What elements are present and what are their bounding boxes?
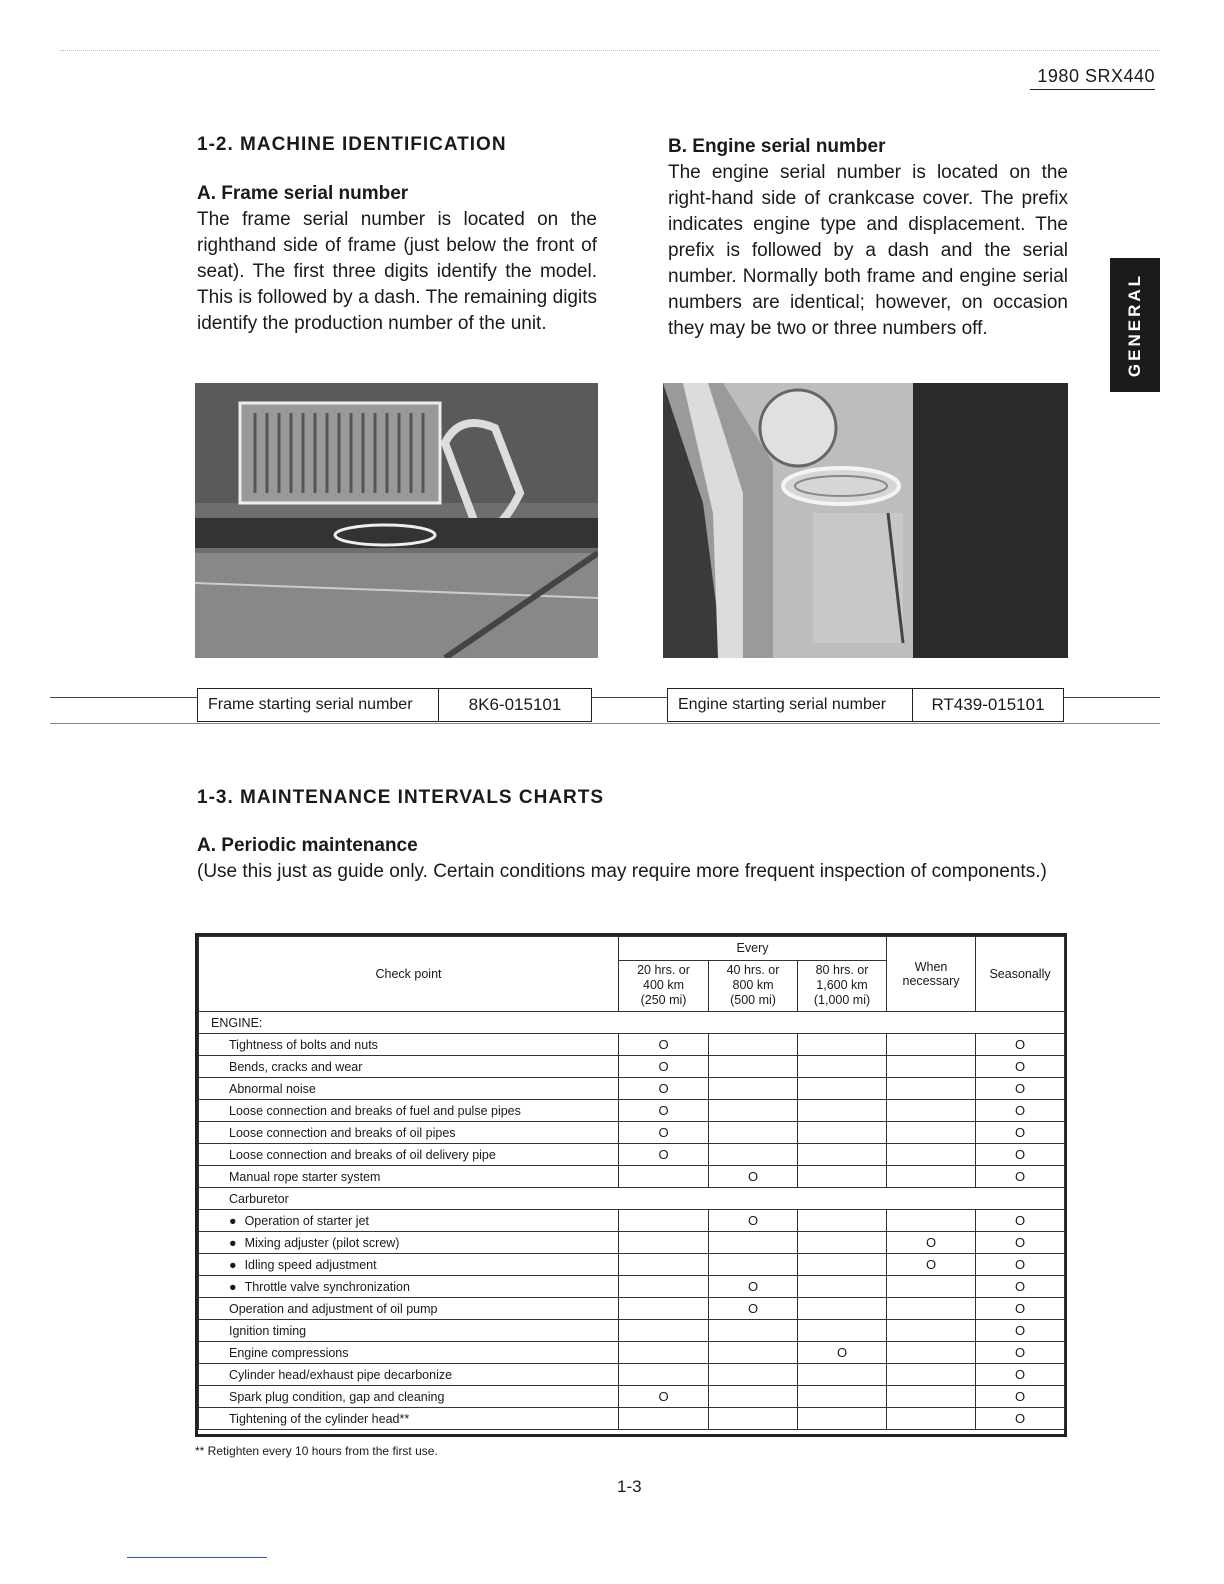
interval-20h-header bbox=[619, 960, 709, 1012]
interval-20h-cell bbox=[619, 1408, 709, 1430]
circle-mark-icon: O bbox=[658, 1081, 669, 1096]
seasonally-cell bbox=[976, 1034, 1065, 1056]
checkpoint-text: Idling speed adjustment bbox=[244, 1257, 377, 1272]
checkpoint-header: Check point bbox=[199, 937, 619, 1012]
interval-20h-cell bbox=[619, 1078, 709, 1100]
section-tab bbox=[1110, 258, 1160, 392]
frame-serial-photo bbox=[195, 383, 598, 658]
circle-mark-icon: O bbox=[925, 1257, 937, 1272]
seasonally-cell bbox=[976, 1078, 1065, 1100]
interval-20h-cell bbox=[619, 1166, 709, 1188]
seasonally-cell bbox=[976, 1298, 1065, 1320]
when-necessary-cell bbox=[887, 1320, 976, 1342]
bottom-link-rule bbox=[127, 1557, 267, 1558]
interval-80h-cell bbox=[798, 1034, 887, 1056]
frame-serial-label: Frame starting serial number bbox=[198, 689, 439, 722]
interval-80h-cell bbox=[798, 1232, 887, 1254]
circle-mark-icon: O bbox=[1014, 1125, 1026, 1140]
interval-20h-cell bbox=[619, 1122, 709, 1144]
interval-40h-cell bbox=[709, 1386, 798, 1408]
seasonally-cell bbox=[976, 1122, 1065, 1144]
interval-20h-cell bbox=[619, 1342, 709, 1364]
table-row-carburetor bbox=[199, 1188, 1065, 1210]
frame-serial-box bbox=[197, 688, 592, 722]
checkpoint-text: Operation and adjustment of oil pump bbox=[229, 1301, 438, 1316]
checkpoint-label bbox=[199, 1408, 619, 1430]
section-1-2-title: 1-2. MACHINE IDENTIFICATION bbox=[197, 134, 507, 155]
when-necessary-cell bbox=[887, 1342, 976, 1364]
checkpoint-text: Spark plug condition, gap and cleaning bbox=[229, 1389, 445, 1404]
engine-serial-label: Engine starting serial number bbox=[668, 689, 913, 722]
interval-40h-cell bbox=[709, 1166, 798, 1188]
circle-mark-icon: O bbox=[747, 1301, 759, 1316]
interval-80h-line3: (1,000 mi) bbox=[813, 993, 871, 1008]
engine-serial-heading: B. Engine serial number bbox=[668, 136, 886, 157]
interval-20h-line1: 20 hrs. or bbox=[637, 963, 690, 978]
interval-80h-cell bbox=[798, 1408, 887, 1430]
interval-40h-line2: 800 km bbox=[732, 978, 774, 993]
checkpoint-label bbox=[199, 1166, 619, 1188]
serial-rule-bottom bbox=[50, 723, 1160, 724]
seasonally-cell bbox=[976, 1364, 1065, 1386]
section-1-3-title: 1-3. MAINTENANCE INTERVALS CHARTS bbox=[197, 787, 605, 808]
interval-40h-cell bbox=[709, 1210, 798, 1232]
when-necessary-cell bbox=[887, 1078, 976, 1100]
checkpoint-text: Loose connection and breaks of fuel and pulse pipes bbox=[229, 1103, 521, 1118]
when-necessary-cell bbox=[887, 1232, 976, 1254]
seasonally-cell bbox=[976, 1386, 1065, 1408]
interval-40h-cell bbox=[709, 1122, 798, 1144]
interval-80h-cell bbox=[798, 1056, 887, 1078]
checkpoint-label bbox=[199, 1144, 619, 1166]
circle-mark-icon: O bbox=[925, 1235, 937, 1250]
checkpoint-text: Manual rope starter system bbox=[229, 1169, 381, 1184]
seasonally-cell bbox=[976, 1100, 1065, 1122]
circle-mark-icon: O bbox=[1014, 1059, 1026, 1074]
checkpoint-label bbox=[199, 1210, 619, 1232]
bullet-icon: ● bbox=[229, 1213, 237, 1228]
checkpoint-text: Engine compressions bbox=[229, 1345, 349, 1360]
interval-40h-cell bbox=[709, 1276, 798, 1298]
circle-mark-icon: O bbox=[747, 1213, 759, 1228]
interval-40h-header bbox=[709, 960, 798, 1012]
interval-20h-cell bbox=[619, 1210, 709, 1232]
table-row bbox=[199, 1254, 1065, 1276]
checkpoint-label bbox=[199, 1342, 619, 1364]
circle-mark-icon: O bbox=[836, 1345, 848, 1360]
table-row bbox=[199, 1232, 1065, 1254]
bullet-icon: ● bbox=[229, 1279, 237, 1294]
when-necessary-cell bbox=[887, 1034, 976, 1056]
checkpoint-label bbox=[199, 1386, 619, 1408]
checkpoint-text: Tightness of bolts and nuts bbox=[229, 1037, 378, 1052]
interval-40h-cell bbox=[709, 1342, 798, 1364]
checkpoint-label bbox=[199, 1078, 619, 1100]
when-necessary-cell bbox=[887, 1100, 976, 1122]
circle-mark-icon: O bbox=[658, 1125, 669, 1140]
circle-mark-icon: O bbox=[1014, 1169, 1026, 1184]
when-necessary-cell bbox=[887, 1386, 976, 1408]
when-necessary-cell bbox=[887, 1056, 976, 1078]
when-necessary-cell bbox=[887, 1408, 976, 1430]
circle-mark-icon: O bbox=[1014, 1301, 1026, 1316]
checkpoint-label bbox=[199, 1254, 619, 1276]
interval-20h-cell bbox=[619, 1364, 709, 1386]
frame-serial-text: The frame serial number is located on the righthand side of frame (just below the front of seat). The first three digits identify the model. This is followed by a dash. The remaining digits identify the production number of the unit. bbox=[197, 209, 597, 334]
interval-80h-line1: 80 hrs. or bbox=[815, 963, 869, 978]
circle-mark-icon: O bbox=[1014, 1389, 1026, 1404]
when-necessary-cell bbox=[887, 1166, 976, 1188]
maintenance-table bbox=[198, 936, 1065, 1430]
seasonally-cell bbox=[976, 1408, 1065, 1430]
interval-80h-cell bbox=[798, 1364, 887, 1386]
when-necessary-cell bbox=[887, 1210, 976, 1232]
when-necessary-cell bbox=[887, 1254, 976, 1276]
seasonally-cell bbox=[976, 1210, 1065, 1232]
engine-serial-value: RT439-015101 bbox=[913, 689, 1064, 722]
model-header: 1980 SRX440 bbox=[1030, 66, 1155, 90]
checkpoint-text: Loose connection and breaks of oil pipes bbox=[229, 1125, 456, 1140]
interval-40h-cell bbox=[709, 1232, 798, 1254]
interval-20h-cell bbox=[619, 1056, 709, 1078]
footnote: ** Retighten every 10 hours from the first use. bbox=[195, 1444, 438, 1458]
interval-20h-cell bbox=[619, 1100, 709, 1122]
checkpoint-label bbox=[199, 1056, 619, 1078]
circle-mark-icon: O bbox=[1014, 1213, 1026, 1228]
circle-mark-icon: O bbox=[658, 1389, 669, 1404]
interval-20h-cell bbox=[619, 1386, 709, 1408]
table-row bbox=[199, 1166, 1065, 1188]
table-row bbox=[199, 1342, 1065, 1364]
interval-40h-cell bbox=[709, 1364, 798, 1386]
circle-mark-icon: O bbox=[1014, 1037, 1026, 1052]
frame-serial-heading: A. Frame serial number bbox=[197, 183, 409, 204]
interval-40h-cell bbox=[709, 1320, 798, 1342]
table-row bbox=[199, 1100, 1065, 1122]
circle-mark-icon: O bbox=[658, 1059, 669, 1074]
interval-80h-cell bbox=[798, 1320, 887, 1342]
section-tab-label: GENERAL bbox=[1125, 272, 1144, 378]
checkpoint-label bbox=[199, 1298, 619, 1320]
interval-80h-header bbox=[798, 960, 887, 1012]
checkpoint-text: Cylinder head/exhaust pipe decarbonize bbox=[229, 1367, 453, 1382]
seasonally-cell bbox=[976, 1254, 1065, 1276]
circle-mark-icon: O bbox=[1014, 1279, 1026, 1294]
checkpoint-label bbox=[199, 1034, 619, 1056]
interval-20h-cell bbox=[619, 1144, 709, 1166]
seasonally-cell bbox=[976, 1276, 1065, 1298]
checkpoint-label bbox=[199, 1320, 619, 1342]
table-row bbox=[199, 1320, 1065, 1342]
table-row bbox=[199, 1056, 1065, 1078]
every-header: Every bbox=[619, 937, 887, 961]
interval-40h-line1: 40 hrs. or bbox=[726, 963, 780, 978]
circle-mark-icon: O bbox=[1014, 1257, 1026, 1272]
circle-mark-icon: O bbox=[658, 1037, 669, 1052]
circle-mark-icon: O bbox=[1014, 1147, 1026, 1162]
interval-20h-line3: (250 mi) bbox=[640, 993, 687, 1008]
interval-20h-cell bbox=[619, 1254, 709, 1276]
seasonally-cell bbox=[976, 1342, 1065, 1364]
seasonally-cell bbox=[976, 1056, 1065, 1078]
circle-mark-icon: O bbox=[747, 1169, 759, 1184]
when-necessary-header bbox=[887, 937, 976, 1012]
interval-80h-cell bbox=[798, 1386, 887, 1408]
circle-mark-icon: O bbox=[1014, 1323, 1026, 1338]
circle-mark-icon: O bbox=[1014, 1235, 1026, 1250]
table-row bbox=[199, 1122, 1065, 1144]
interval-80h-cell bbox=[798, 1166, 887, 1188]
table-row bbox=[199, 1144, 1065, 1166]
checkpoint-text: Bends, cracks and wear bbox=[229, 1059, 363, 1074]
table-row bbox=[199, 1386, 1065, 1408]
interval-80h-line2: 1,600 km bbox=[816, 978, 868, 993]
table-row bbox=[199, 1078, 1065, 1100]
when-header-line1: When bbox=[914, 960, 948, 974]
engine-serial-box bbox=[667, 688, 1064, 722]
table-row bbox=[199, 1210, 1065, 1232]
checkpoint-text: Throttle valve synchronization bbox=[244, 1279, 410, 1294]
circle-mark-icon: O bbox=[1014, 1081, 1026, 1096]
circle-mark-icon: O bbox=[658, 1147, 669, 1162]
table-row bbox=[199, 1408, 1065, 1430]
engine-group-label: ENGINE: bbox=[199, 1012, 1065, 1034]
when-necessary-cell bbox=[887, 1298, 976, 1320]
interval-80h-cell bbox=[798, 1100, 887, 1122]
maintenance-table-body bbox=[199, 1012, 1065, 1430]
interval-40h-cell bbox=[709, 1298, 798, 1320]
seasonally-header: Seasonally bbox=[976, 937, 1065, 1012]
checkpoint-text: Loose connection and breaks of oil delivery pipe bbox=[229, 1147, 496, 1162]
periodic-maintenance-heading: A. Periodic maintenance bbox=[197, 835, 418, 856]
interval-40h-cell bbox=[709, 1100, 798, 1122]
checkpoint-text: Mixing adjuster (pilot screw) bbox=[244, 1235, 400, 1250]
interval-40h-cell bbox=[709, 1254, 798, 1276]
interval-80h-cell bbox=[798, 1210, 887, 1232]
when-header-line2: necessary bbox=[902, 974, 960, 988]
interval-80h-cell bbox=[798, 1342, 887, 1364]
seasonally-cell bbox=[976, 1320, 1065, 1342]
engine-serial-photo bbox=[663, 383, 1068, 658]
interval-80h-cell bbox=[798, 1254, 887, 1276]
interval-40h-cell bbox=[709, 1056, 798, 1078]
checkpoint-text: Operation of starter jet bbox=[244, 1213, 369, 1228]
interval-80h-cell bbox=[798, 1122, 887, 1144]
circle-mark-icon: O bbox=[1014, 1367, 1026, 1382]
checkpoint-text: Abnormal noise bbox=[229, 1081, 316, 1096]
interval-20h-cell bbox=[619, 1034, 709, 1056]
seasonally-cell bbox=[976, 1232, 1065, 1254]
interval-20h-line2: 400 km bbox=[643, 978, 684, 993]
interval-40h-cell bbox=[709, 1034, 798, 1056]
when-necessary-cell bbox=[887, 1364, 976, 1386]
checkpoint-label bbox=[199, 1100, 619, 1122]
table-row bbox=[199, 1364, 1065, 1386]
circle-mark-icon: O bbox=[1014, 1103, 1026, 1118]
when-necessary-cell bbox=[887, 1122, 976, 1144]
when-necessary-cell bbox=[887, 1144, 976, 1166]
checkpoint-text: Tightening of the cylinder head** bbox=[229, 1411, 410, 1426]
checkpoint-label bbox=[199, 1364, 619, 1386]
interval-40h-cell bbox=[709, 1408, 798, 1430]
interval-40h-cell bbox=[709, 1078, 798, 1100]
interval-40h-cell bbox=[709, 1144, 798, 1166]
circle-mark-icon: O bbox=[747, 1279, 759, 1294]
checkpoint-label bbox=[199, 1276, 619, 1298]
checkpoint-label bbox=[199, 1232, 619, 1254]
interval-20h-cell bbox=[619, 1276, 709, 1298]
engine-serial-text: The engine serial number is located on the right-hand side of crankcase cover. The prefix indicates engine type and displacement. The prefix is followed by a dash and the serial number. Normally both frame and engine serial numbers are identical; however, on occasion they may be two or three numbers off. bbox=[668, 162, 1068, 339]
top-rule bbox=[60, 50, 1160, 51]
interval-20h-cell bbox=[619, 1320, 709, 1342]
frame-serial-value: 8K6-015101 bbox=[439, 689, 592, 722]
checkpoint-text: Ignition timing bbox=[229, 1323, 307, 1338]
maintenance-table-frame bbox=[195, 933, 1067, 1437]
when-necessary-cell bbox=[887, 1276, 976, 1298]
bullet-icon: ● bbox=[229, 1235, 237, 1250]
interval-40h-line3: (500 mi) bbox=[730, 993, 776, 1008]
bullet-icon: ● bbox=[229, 1257, 237, 1272]
interval-20h-cell bbox=[619, 1232, 709, 1254]
circle-mark-icon: O bbox=[1014, 1411, 1026, 1426]
seasonally-cell bbox=[976, 1166, 1065, 1188]
table-row bbox=[199, 1298, 1065, 1320]
carburetor-group-label: Carburetor bbox=[199, 1188, 1065, 1210]
interval-80h-cell bbox=[798, 1276, 887, 1298]
interval-80h-cell bbox=[798, 1078, 887, 1100]
circle-mark-icon: O bbox=[1014, 1345, 1026, 1360]
interval-80h-cell bbox=[798, 1298, 887, 1320]
page-number: 1-3 bbox=[617, 1477, 642, 1496]
seasonally-cell bbox=[976, 1144, 1065, 1166]
interval-20h-cell bbox=[619, 1298, 709, 1320]
table-row bbox=[199, 1276, 1065, 1298]
table-row bbox=[199, 1034, 1065, 1056]
checkpoint-label bbox=[199, 1122, 619, 1144]
periodic-maintenance-text: (Use this just as guide only. Certain conditions may require more frequent inspection of components.) bbox=[197, 861, 1047, 882]
circle-mark-icon: O bbox=[658, 1103, 669, 1118]
interval-80h-cell bbox=[798, 1144, 887, 1166]
